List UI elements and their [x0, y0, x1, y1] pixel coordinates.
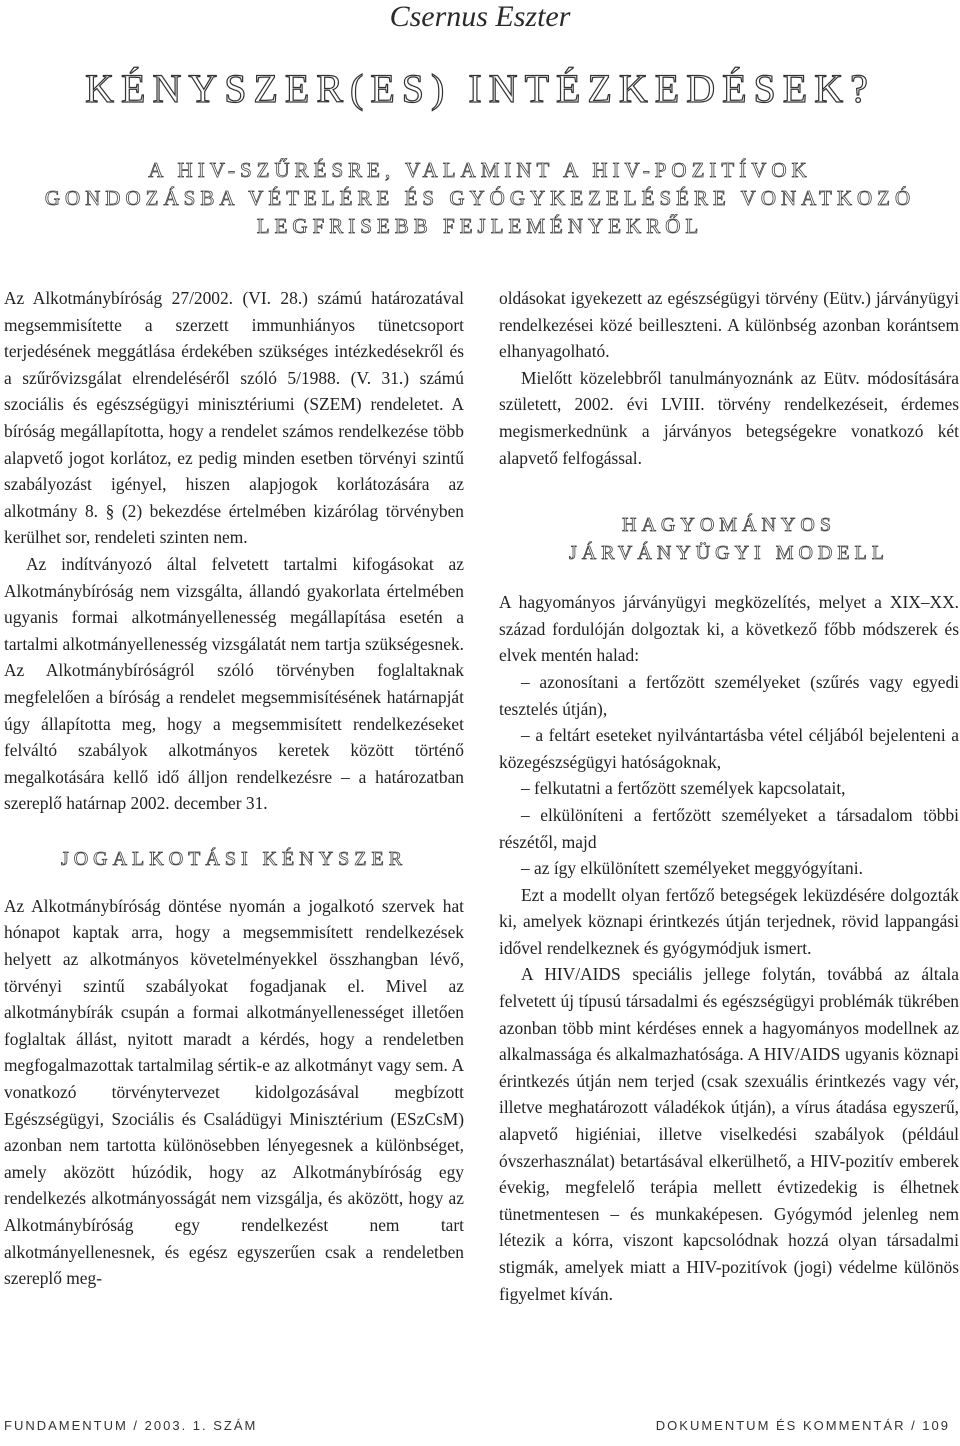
- paragraph: Mielőtt közelebbről tanulmányoznánk az Eütv. módosítására született, 2002. évi LVIII. törvény rendelkezéseit, érdemes megismerkednünk a járványos betegségekre vonatkozó két alapvető felfogással.: [499, 367, 959, 468]
- paragraph: oldásokat igyekezett az egészségügyi törvény (Eütv.) járványügyi rendelkezései közé beilleszteni. A különbség azonban korántsem elhanyagolható.: [499, 288, 959, 362]
- paragraph: A HIV/AIDS speciális jellege folytán, továbbá az általa felvetett új típusú társadalmi és egészségügyi problémák tükrében azonban több mint kérdéses ennek a hagyományos modellnek az alkalmassága és alkalmazhatósága. A HIV/AIDS ugyanis köznapi érintkezés útján nem terjed (csak szexuális érintkezés vagy vér, illetve meghatározott váladékok útján), a vírus átadása egyszerű, alapvető higiéniai, illetve viselkedési szabályok (például óvszerhasználat) betartásával elkerülhető, a HIV-pozitív emberek évekig, megfelelő terápia mellett évtizedekig is élhetnek tünetmentesen – és munkaképesen. Gyógymód jelenleg nem létezik a kórra, viszont kapcsolódnak hozzá olyan társadalmi stigmák, amelyek miatt a HIV-pozitívok (jogi) védelme különös figyelmet kíván.: [499, 964, 959, 1304]
- section-heading: [499, 511, 959, 567]
- author-name: Csernus Eszter: [389, 0, 571, 33]
- right-column: [499, 285, 959, 1307]
- article-title: KÉNYSZER(ES) INTÉZKEDÉSEK?: [85, 66, 875, 111]
- list-item: – a feltárt eseteket nyilvántartásba vétel céljából bejelenteni a közegészségügyi hatóságoknak,: [499, 725, 959, 772]
- paragraph: Az indítványozó által felvetett tartalmi kifogásokat az Alkotmánybíróság nem vizsgálta, állandó gyakorlata értelmében ugyanis formai alkotmányellenesség megállapítása esetén a tartalmi alkotmányellenesség vizsgálatát nem tartja szükségesnek. Az Alkotmánybíróságról szóló törvényben foglaltaknak megfelelően a bíróság a rendelet megsemmisítésének határnapját úgy állapította meg, hogy a megsemmisített rendelkezéseket felváltó szabályok alkotmányos keretek között történő megalkotására kellő idő álljon rendelkezésre – a határozatban szereplő határnap 2002. december 31.: [4, 553, 464, 814]
- left-column: [4, 285, 464, 1292]
- section-heading: JOGALKOTÁSI KÉNYSZER: [60, 847, 408, 870]
- heading-line: JÁRVÁNYÜGYI MODELL: [568, 542, 890, 565]
- paragraph: Ezt a modellt olyan fertőző betegségek leküzdésére dolgozták ki, amelyek köznapi érintkezés útján terjednek, rövid lappangási idővel rendelkeznek és gyógymódjuk ismert.: [499, 884, 959, 958]
- paragraph: A hagyományos járványügyi megközelítés, melyet a XIX–XX. század fordulóján dolgoztak ki, a következő főbb módszerek és elvek mentén halad:: [499, 592, 959, 666]
- list-item: – azonosítani a fertőzött személyeket (szűrés vagy egyedi tesztelés útján),: [499, 671, 959, 719]
- footer-section-page: DOKUMENTUM ÉS KOMMENTÁR / 109: [655, 1418, 950, 1433]
- list-item: – elkülöníteni a fertőzött személyeket a társadalom többi részétől, majd: [499, 804, 959, 852]
- article-subtitle: [0, 156, 960, 240]
- subtitle-line: GONDOZÁSBA VÉTELÉRE ÉS GYÓGYKEZELÉSÉRE VONATKOZÓ: [44, 186, 916, 210]
- subtitle-line: LEGFRISEBB FEJLEMÉNYEKRŐL: [256, 214, 704, 238]
- footer-journal: FUNDAMENTUM / 2003. 1. SZÁM: [4, 1418, 258, 1433]
- list-item: – felkutatni a fertőzött személyek kapcsolatait,: [521, 778, 846, 799]
- heading-line: HAGYOMÁNYOS: [622, 514, 836, 537]
- paragraph: Az Alkotmánybíróság döntése nyomán a jogalkotó szervek hat hónapot kaptak arra, hogy a megsemmisített rendelkezések helyett az alkotmányos követelményekkel összhangban lévő, törvényi szintű szabályokat fogadjanak el. Mivel az alkotmánybírák csupán a formai alkotmányellenességet illetően foglaltak állást, nyitott maradt a kérdés, hogy a rendeletben megfogalmazottak tartalmilag sértik-e az alkotmányt vagy sem. A vonatkozó törvénytervezet kidolgozásával megbízott Egészségügyi, Szociális és Családügyi Minisztérium (ESzCsM) azonban nem tartotta különösebben lényegesnek a különbséget, amely aközött húzódik, hogy az Alkotmánybíróság egy rendelkezés alkotmányosságát nem vizsgálja, és aközött, hogy az Alkotmánybíróság egy rendelkezést nem tart alkotmányellenesnek, és egész egyszerűen csak a rendeletben szereplő meg-: [4, 895, 464, 1289]
- paragraph: Az Alkotmánybíróság 27/2002. (VI. 28.) számú határozatával megsemmisítette a szerzett immunhiányos tünetcsoport terjedésének meggátlása érdekében szükséges intézkedésekről és a szűrővizsgálat elrendeléséről szóló 5/1988. (V. 31.) számú szociális és egészségügyi minisztériumi (SZEM) rendeletet. A bíróság megállapította, hogy a rendelet számos rendelkezése több alapvető jogot korlátoz, ez pedig minden esetben törvényi szintű szabályozást igényel, hiszen alapjogok korlátozására az alkotmány 8. § (2) bekezdése értelmében kizárólag törvényben kerülhet sor, rendeleti szinten nem.: [4, 288, 464, 548]
- subtitle-line: A HIV-SZŰRÉSRE, VALAMINT A HIV-POZITÍVOK: [148, 158, 812, 182]
- list-item: – az így elkülönített személyeket meggyógyítani.: [521, 858, 863, 879]
